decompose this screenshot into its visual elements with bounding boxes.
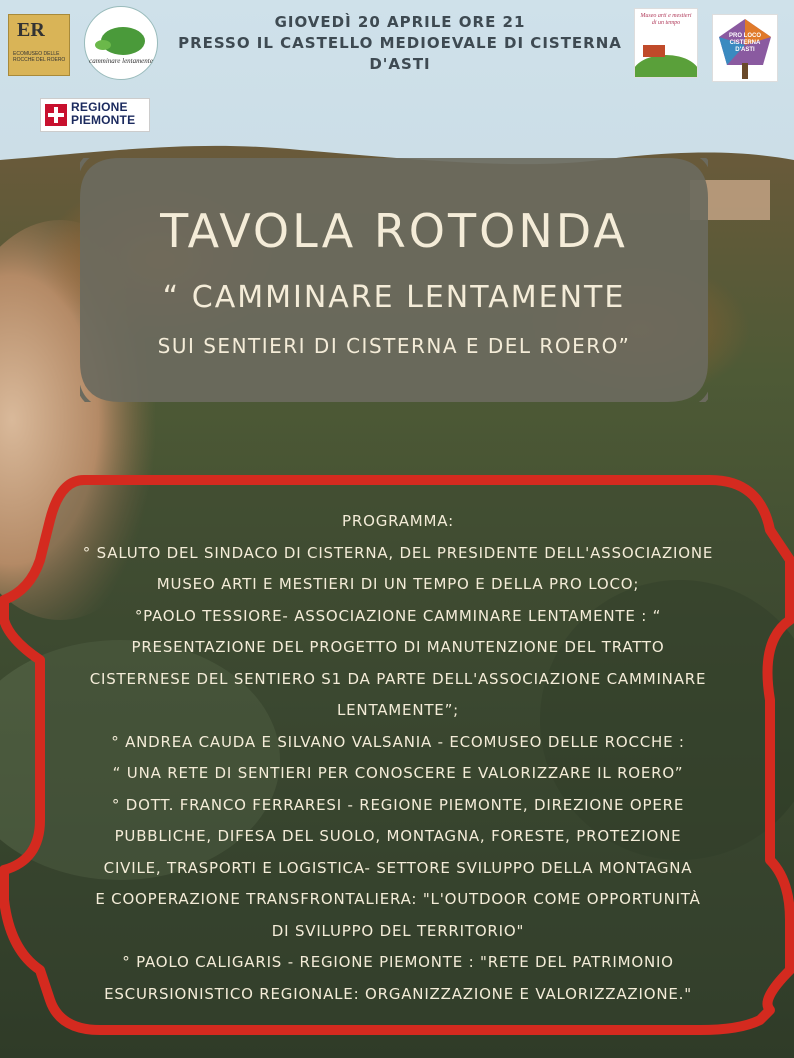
program-line: LENTAMENTE”; bbox=[336, 701, 460, 719]
title-frame bbox=[80, 158, 708, 402]
event-date-time: GIOVEDÌ 20 APRILE ORE 21 bbox=[274, 13, 526, 31]
program-line: PRESENTAZIONE DEL PROGETTO DI MANUTENZIONE DEL TRATTO bbox=[131, 638, 665, 656]
program-line: CIVILE, TRASPORTI E LOGISTICA- SETTORE SVILUPPO DELLA MONTAGNA bbox=[103, 858, 693, 877]
camminare-lentamente-logo bbox=[84, 6, 158, 80]
program-line: ESCURSIONISTICO REGIONALE: ORGANIZZAZIONE E VALORIZZAZIONE." bbox=[104, 984, 692, 1003]
program-line: PUBBLICHE, DIFESA DEL SUOLO, MONTAGNA, FORESTE, PROTEZIONE bbox=[114, 827, 682, 845]
program-line: “ UNA RETE DI SENTIERI PER CONOSCERE E VALORIZZARE IL ROERO” bbox=[112, 764, 684, 782]
program-line: DI SVILUPPO DEL TERRITORIO" bbox=[271, 921, 525, 940]
program-line: ° PAOLO CALIGARIS - REGIONE PIEMONTE : "RETE DEL PATRIMONIO bbox=[122, 953, 674, 971]
museo-arti-mestieri-logo bbox=[634, 8, 698, 78]
piemonte-text: PIEMONTE bbox=[71, 113, 136, 127]
program-heading: PROGRAMMA: bbox=[342, 512, 454, 530]
program-line: °PAOLO TESSIORE- ASSOCIAZIONE CAMMINARE LENTAMENTE : “ bbox=[134, 606, 662, 625]
program-line: MUSEO ARTI E MESTIERI DI UN TEMPO E DELLA PRO LOCO; bbox=[156, 575, 640, 593]
program-line: CISTERNESE DEL SENTIERO S1 DA PARTE DELL'ASSOCIAZIONE CAMMINARE bbox=[89, 669, 707, 688]
program-line: ° SALUTO DEL SINDACO DI CISTERNA, DEL PRESIDENTE DELL'ASSOCIAZIONE bbox=[82, 543, 714, 562]
ecomuseo-logo bbox=[8, 14, 70, 76]
piemonte-cross-icon bbox=[45, 104, 67, 126]
title-main: TAVOLA ROTONDA bbox=[160, 204, 628, 258]
title-subtitle-2: SUI SENTIERI DI CISTERNA E DEL ROERO” bbox=[157, 334, 631, 358]
program-line: E COOPERAZIONE TRANSFRONTALIERA: "L'OUTDOOR COME OPPORTUNITÀ bbox=[95, 890, 701, 908]
pro-loco-logo bbox=[712, 14, 778, 82]
museo-logo-caption: Museo arti e mestieri di un tempo bbox=[640, 13, 692, 26]
program-line: ° DOTT. FRANCO FERRARESI - REGIONE PIEMONTE, DIREZIONE OPERE bbox=[111, 795, 685, 814]
title-subtitle-1: “ CAMMINARE LENTAMENTE bbox=[162, 280, 626, 315]
ecomuseo-logo-letters: ER bbox=[17, 19, 45, 41]
camminare-lentamente-caption: camminare lentamente bbox=[89, 57, 153, 65]
event-location-town: D'ASTI bbox=[369, 55, 431, 73]
regione-piemonte-logo bbox=[40, 98, 150, 132]
event-location: PRESSO IL CASTELLO MEDIOEVALE DI CISTERNA bbox=[178, 34, 622, 52]
regione-text: REGIONE bbox=[71, 100, 128, 114]
program-text bbox=[60, 506, 736, 1010]
hedgehog-icon bbox=[85, 7, 157, 79]
event-header bbox=[170, 12, 630, 75]
pro-loco-caption: PRO LOCO CISTERNA D'ASTI bbox=[728, 33, 761, 53]
ecomuseo-logo-caption: ECOMUSEO DELLE ROCCHE DEL ROERO bbox=[13, 51, 66, 63]
program-line: ° ANDREA CAUDA E SILVANO VALSANIA - ECOMUSEO DELLE ROCCHE : bbox=[111, 732, 685, 751]
